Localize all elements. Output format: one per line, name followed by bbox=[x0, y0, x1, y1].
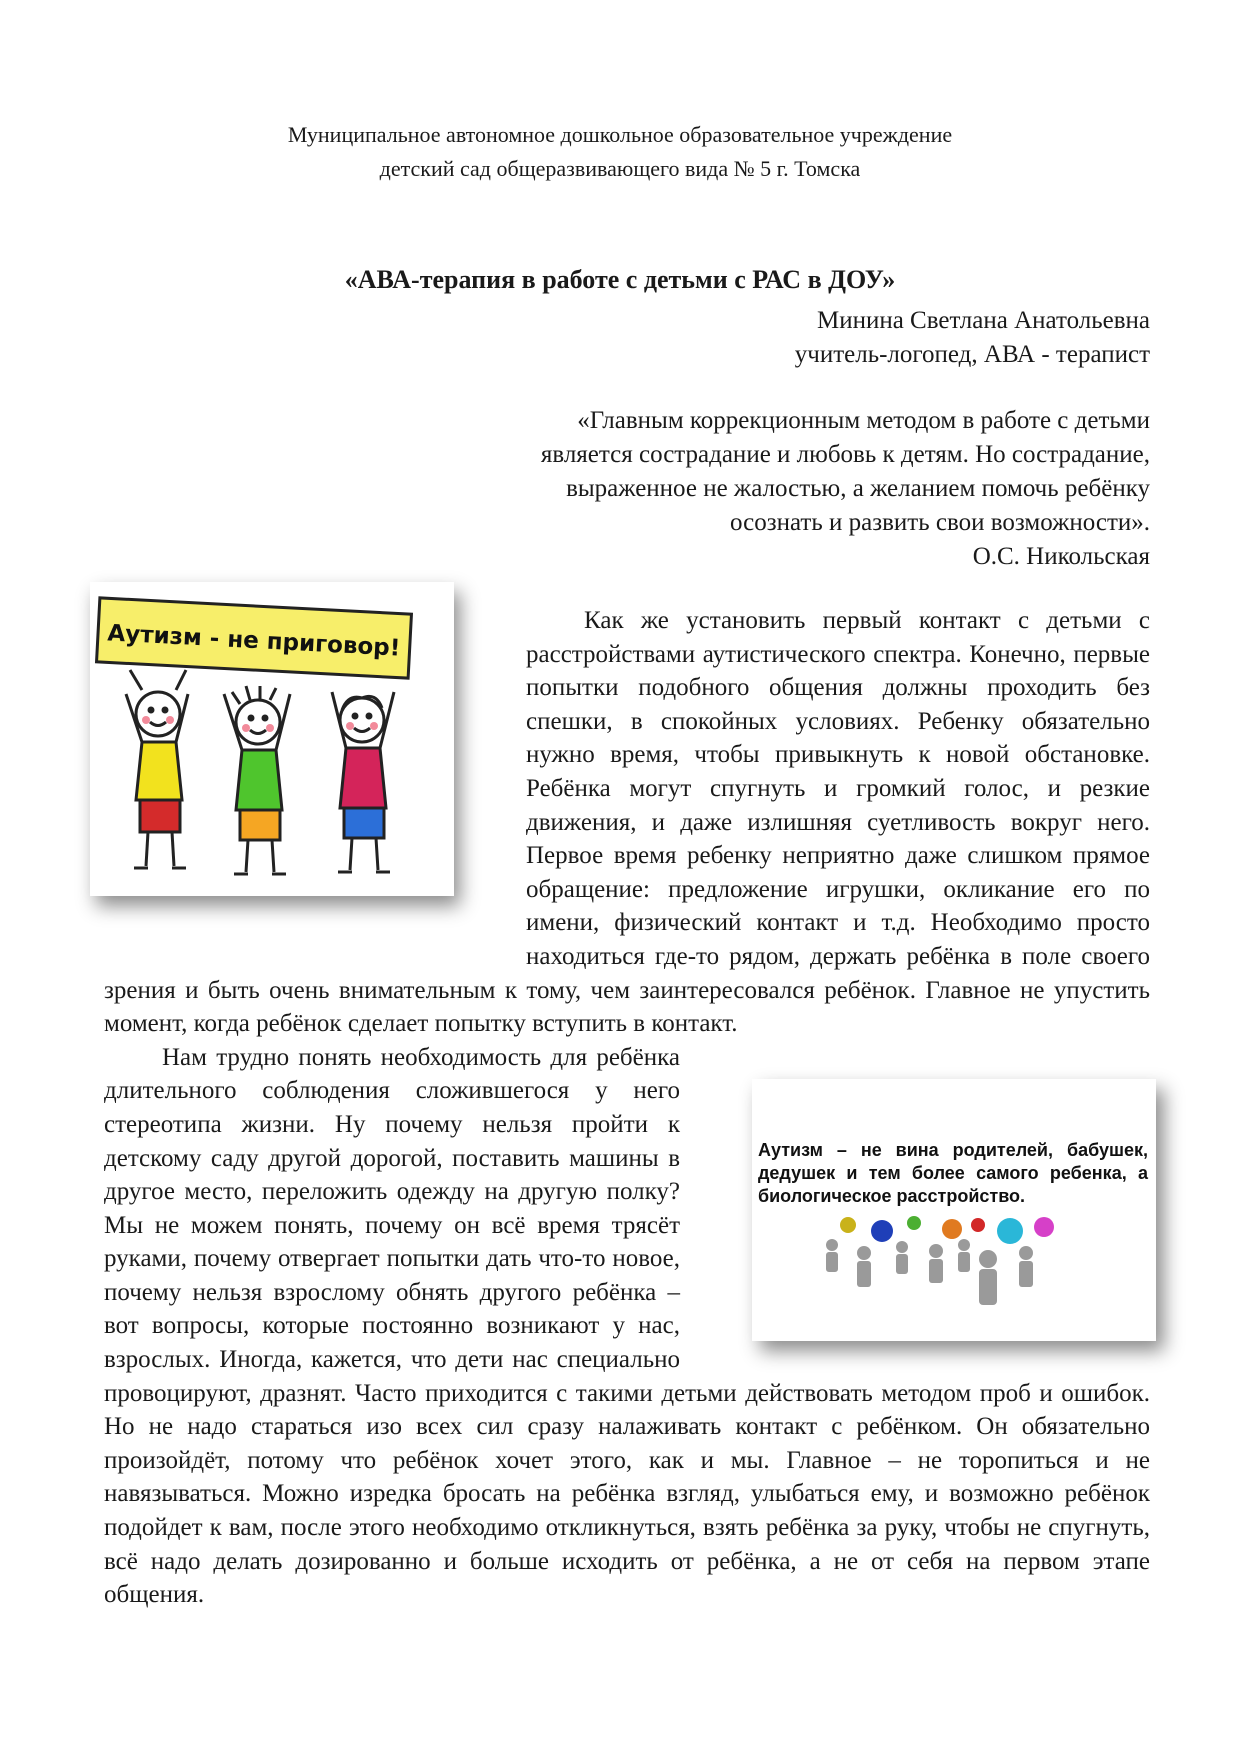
kids-holding-sign-illustration bbox=[90, 582, 454, 896]
header-line-1: Муниципальное автономное дошкольное образовательное учреждение bbox=[287, 122, 953, 147]
figure-frame bbox=[752, 1079, 1156, 1341]
paragraph-1: Как же установить первый контакт с детьми с расстройствами аутистического спектра. Конечно, первые попытки подобного общения должны проходить без спешки, в спокойных условиях. Ребенку обязательно нужно время, чтобы привыкнуть к новой обстановке. Ребёнка могут спугнуть и громкий голос, и резкие движения, и даже излишняя суетливость вокруг него. Первое время ребенку неприятно даже слишком прямое обращение: предложение игрушки, окликание его по имени, физический контакт и т.д. Необходимо просто находиться где-то рядом, держать ребёнка в поле своего зрения и быть очень внимательным к тому, чем заинтересовался ребёнок. Главное не упустить момент, когда ребёнок сделает попытку вступить в контакт. bbox=[104, 607, 1150, 1038]
kid-yellow-icon bbox=[126, 670, 188, 868]
kid-yellow-cheek bbox=[142, 716, 150, 724]
figure-autism-not-verdict bbox=[104, 604, 466, 934]
kid-yellow-cheek bbox=[166, 716, 174, 724]
institution-header bbox=[100, 118, 1140, 186]
header-line-2: детский сад общеразвивающего вида № 5 г. Томска bbox=[379, 156, 861, 181]
paragraph-2: Нам трудно понять необходимость для ребёнка длительного соблюдения сложившегося у него стереотипа жизни. Ну почему нельзя пройти к детскому саду другой дорогой, поставить машины в другое место, переложить одежду на другую полку? Мы не можем понять, почему он всё время трясёт руками, почему отвергает попытки дать что-то новое, почему нельзя взрослому обнять другого ребёнка – вот вопросы, которые постоянно возникают у нас, взрослых. Иногда, кажется, что дети нас специально провоцируют, дразнят. Часто приходится с такими детьми действовать методом проб и ошибок. Но не надо стараться изо всех сил сразу налаживать контакт с ребёнком. Он обязательно произойдёт, потому что ребёнок хочет этого, как и мы. Главное – не торопиться и не навязываться. Можно изредка бросать на ребёнка взгляд, улыбаться ему, и возможно ребёнок подойдет к вам, после этого необходимо откликнуться, взять ребёнка за руку, чтобы не спугнуть, всё надо делать дозированно и больше исходить от ребёнка, а не от себя на первом этапе общения. bbox=[104, 1043, 1150, 1609]
kid-green-cheek bbox=[242, 724, 250, 732]
article-body bbox=[104, 604, 1150, 1612]
sign-text: Аутизм - не приговор! bbox=[106, 620, 401, 662]
person-figure-icons bbox=[826, 1239, 1033, 1305]
author-role: учитель-логопед, АВА - терапист bbox=[794, 341, 1150, 368]
kid-green-icon bbox=[224, 686, 290, 874]
speech-bubble-icons bbox=[840, 1216, 1054, 1244]
figure-autism-not-fault bbox=[710, 1049, 1150, 1339]
epigraph-line-4: осознать и развить свои возможности». bbox=[730, 509, 1150, 536]
epigraph-source: О.С. Никольская bbox=[972, 543, 1150, 570]
figure-caption: Аутизм – не вина родителей, бабушек, дедушек и тем более самого ребенка, а биологическое расстройство. bbox=[758, 1139, 1148, 1206]
epigraph-line-2: является сострадание и любовь к детям. Но сострадание, bbox=[540, 441, 1150, 468]
author-name: Минина Светлана Анатольевна bbox=[816, 307, 1150, 334]
people-speech-bubbles-illustration bbox=[752, 1079, 1156, 1341]
kid-green-cheek bbox=[266, 724, 274, 732]
figure-frame bbox=[90, 582, 454, 896]
epigraph-line-1: «Главным коррекционным методом в работе с детьми bbox=[577, 407, 1150, 434]
author-block bbox=[550, 304, 1150, 372]
epigraph-line-3: выраженное не жалостью, а желанием помочь ребёнку bbox=[566, 475, 1150, 502]
kid-red-icon bbox=[332, 692, 394, 872]
epigraph bbox=[430, 404, 1150, 574]
kid-red-cheek bbox=[346, 722, 354, 730]
kid-red-cheek bbox=[370, 722, 378, 730]
article-title: «АВА-терапия в работе с детьми с РАС в ДОУ» bbox=[344, 265, 896, 294]
